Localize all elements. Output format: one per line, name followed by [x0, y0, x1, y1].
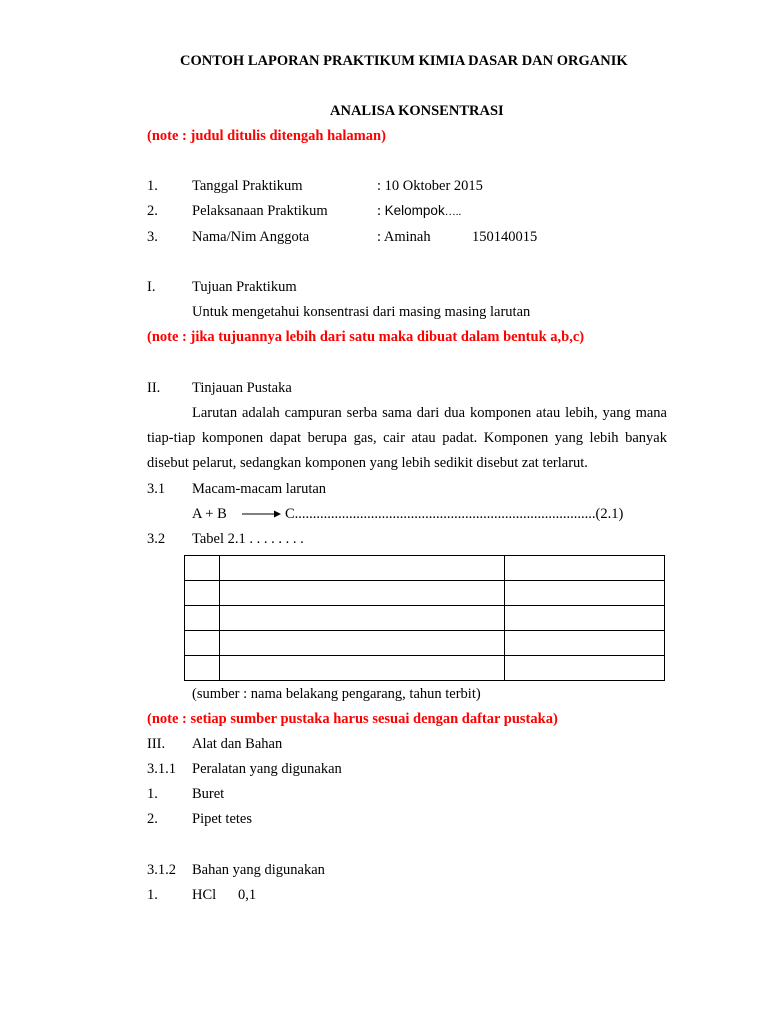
tool-name-1: Buret — [192, 786, 225, 802]
reaction-left: A + B — [192, 506, 227, 522]
table-row — [185, 656, 665, 681]
section2-num: II. — [147, 380, 161, 396]
material-value-1: 0,1 — [238, 887, 257, 903]
material-name-1: HCl — [192, 887, 217, 903]
document-subtitle: ANALISA KONSENTRASI — [330, 103, 504, 119]
section2-title: Tinjauan Pustaka — [192, 380, 292, 396]
sub312-title: Bahan yang digunakan — [192, 862, 325, 878]
info-value-nim: 150140015 — [472, 229, 538, 245]
paragraph-line-1: Larutan adalah campuran serba sama dari dua komponen atau lebih, yang mana — [192, 405, 667, 421]
table-cell — [219, 631, 504, 656]
sub312-num: 3.1.2 — [147, 862, 176, 878]
info-num-2: 2. — [147, 203, 158, 219]
info-label-member: Nama/Nim Anggota — [192, 229, 310, 245]
section1-title: Tujuan Praktikum — [192, 279, 297, 295]
section3-num: III. — [147, 736, 166, 752]
section3-title: Alat dan Bahan — [192, 736, 283, 752]
table-cell — [219, 606, 504, 631]
table-row — [185, 631, 665, 656]
table-cell — [505, 556, 665, 581]
sub31-num: 3.1 — [147, 481, 166, 497]
sub311-num: 3.1.1 — [147, 761, 176, 777]
note-title: (note : judul ditulis ditengah halaman) — [147, 128, 386, 144]
tool-num-1: 1. — [147, 786, 158, 802]
info-value-date: : 10 Oktober 2015 — [377, 178, 483, 194]
table-cell — [219, 581, 504, 606]
table-cell — [185, 556, 220, 581]
tool-name-2: Pipet tetes — [192, 811, 253, 827]
info-value-member: : Aminah — [377, 229, 431, 245]
section2-paragraph — [147, 401, 667, 476]
table-cell — [185, 606, 220, 631]
sub32-num: 3.2 — [147, 531, 166, 547]
table-cell — [505, 656, 665, 681]
reaction-right: C...................................................................................(2.1) — [285, 506, 624, 522]
table-cell — [505, 631, 665, 656]
material-num-1: 1. — [147, 887, 158, 903]
info-num-1: 1. — [147, 178, 158, 194]
table-cell — [185, 656, 220, 681]
paragraph-line-2: tiap-tiap komponen dapat berupa gas, cair atau padat. Komponen yang lebih banyak — [147, 430, 667, 446]
section1-num: I. — [147, 279, 156, 295]
info-value-group-suffix: ….. — [444, 206, 462, 218]
section2-note: (note : setiap sumber pustaka harus sesuai dengan daftar pustaka) — [147, 711, 558, 727]
info-label-group: Pelaksanaan Praktikum — [192, 203, 328, 219]
sub311-title: Peralatan yang digunakan — [192, 761, 342, 777]
table-2-1 — [184, 555, 665, 681]
sub32-title: Tabel 2.1 . . . . . . . . — [192, 531, 304, 547]
table-row — [185, 581, 665, 606]
info-value-group — [377, 202, 461, 221]
table-cell — [219, 656, 504, 681]
reaction-arrow-icon — [240, 507, 282, 521]
table-row — [185, 556, 665, 581]
section1-text: Untuk mengetahui konsentrasi dari masing masing larutan — [192, 304, 531, 320]
table-cell — [185, 581, 220, 606]
table-cell — [505, 581, 665, 606]
info-value-group-text: Kelompok — [384, 203, 445, 218]
table-source: (sumber : nama belakang pengarang, tahun terbit) — [192, 686, 481, 702]
table-cell — [219, 556, 504, 581]
document-title: CONTOH LAPORAN PRAKTIKUM KIMIA DASAR DAN ORGANIK — [180, 53, 628, 69]
paragraph-line-3: disebut pelarut, sedangkan komponen yang lebih sedikit disebut zat terlarut. — [147, 455, 588, 471]
section1-note: (note : jika tujuannya lebih dari satu maka dibuat dalam bentuk a,b,c) — [147, 329, 585, 345]
info-label-date: Tanggal Praktikum — [192, 178, 303, 194]
sub31-title: Macam-macam larutan — [192, 481, 327, 497]
info-value-group-prefix: : — [377, 203, 385, 219]
table-row — [185, 606, 665, 631]
info-num-3: 3. — [147, 229, 158, 245]
tool-num-2: 2. — [147, 811, 158, 827]
table-cell — [185, 631, 220, 656]
table-cell — [505, 606, 665, 631]
